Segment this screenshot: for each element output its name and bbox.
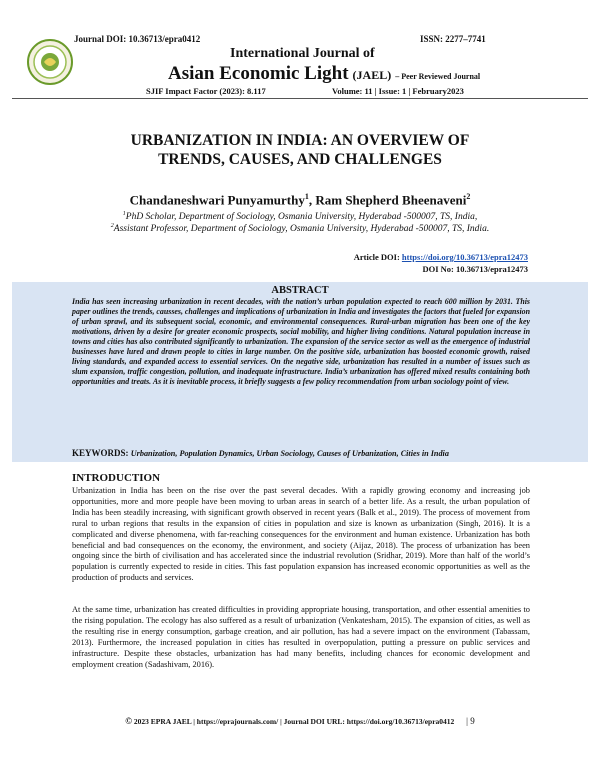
copyright-symbol: © xyxy=(125,716,132,726)
paper-title xyxy=(0,131,600,169)
page-footer xyxy=(0,716,600,726)
intro-paragraph-1: Urbanization in India has been on the rise over the past several decades. With a rapidly growing economy and increasing job opportunities, more and more people have been moving to urban areas in search of a better life. As a result, the urban population of India has been steadily increasing, with significant growth observed in recent years (Balk et al., 2019). The process of movement from rural to urban regions that results in the expansion of cities in population and size is known as urbanization (Singh, 2016). It is a complicated and diverse phenomena, with far-reaching consequences for the environment and human existence. Urbanization has both beneficial and bad consequences on the economy, the environment, and society (Aijaz, 2018). The process of urbanization has been ongoing since the birth of civilisation and has accelerated since the industrial revolution (Sridhar, 2019). More than half of the world’s population is currently expected to reside in cities. This fast population expansion has increased economic opportunities as well as the production of products and services. xyxy=(72,486,530,583)
author-separator: , xyxy=(308,192,316,208)
affiliation-1-text: PhD Scholar, Department of Sociology, Osmania University, Hyderabad -500007, TS, India, xyxy=(125,212,478,223)
journal-logo xyxy=(26,38,74,86)
affiliation-2-sup: 2 xyxy=(110,223,114,229)
affiliation-2 xyxy=(0,223,600,234)
author-1: Chandaneshwari Punyamurthy xyxy=(129,192,305,208)
header-divider xyxy=(12,98,588,99)
footer-text: 2023 EPRA JAEL | https://eprajournals.com/ | Journal DOI URL: https://doi.org/10.36713/epra0412 xyxy=(133,717,455,726)
paper-title-line2: TRENDS, CAUSES, AND CHALLENGES xyxy=(158,151,442,168)
keywords-list: Urbanization, Population Dynamics, Urban Sociology, Causes of Urbanization, Cities in India xyxy=(130,449,449,458)
author-2-sup: 2 xyxy=(466,192,471,201)
affiliation-1-sup: 1 xyxy=(122,211,126,217)
author-2: Ram Shepherd Bheenaveni xyxy=(315,192,467,208)
journal-seal-icon xyxy=(26,38,74,86)
journal-title-line2 xyxy=(168,63,480,85)
impact-factor: SJIF Impact Factor (2023): 8.117 xyxy=(146,86,266,96)
journal-title-line1: International Journal of xyxy=(230,46,375,61)
author-list xyxy=(0,192,600,208)
journal-doi: Journal DOI: 10.36713/epra0412 xyxy=(74,34,201,44)
article-doi xyxy=(354,252,528,262)
paper-title-line1: URBANIZATION IN INDIA: AN OVERVIEW OF xyxy=(130,132,470,149)
volume-issue: Volume: 11 | Issue: 1 | February2023 xyxy=(332,86,464,96)
journal-acronym: (JAEL) xyxy=(352,68,392,82)
keywords-line xyxy=(72,448,542,458)
affiliation-1 xyxy=(0,211,600,222)
keywords-label: KEYWORDS: xyxy=(72,448,131,458)
doi-number: DOI No: 10.36713/epra12473 xyxy=(422,264,528,274)
author-1-sup: 1 xyxy=(304,192,309,201)
intro-heading: INTRODUCTION xyxy=(72,472,161,484)
intro-paragraph-2: At the same time, urbanization has created difficulties in providing appropriate housing, transportation, and other essential amenities to the rising population. The ecology has also suffered as a result of urbanization (Venkatesham, 2015). The expansion of cities, as well as the resulting rise in energy consumption, garbage creation, and air pollution, has had a severe impact on the environment (Tabassam, 2013). Furthermore, the increased population in cities has resulted in overpopulation, putting a pressure on public services and infrastructure. Despite these obstacles, urbanization has had many benefits, including chances for economic development and employment creation (Sadashivam, 2016). xyxy=(72,605,530,669)
affiliation-2-text: Assistant Professor, Department of Sociology, Osmania University, Hyderabad -500007, TS, India. xyxy=(113,224,490,235)
abstract-text: India has seen increasing urbanization in recent decades, with the nation’s urban population expected to reach 600 million by 2031. This paper outlines the trends, causses, challenges and implications of urbanization in India and investigates the factors that fueled for expansion of urban sprawl, and its subsequent social, economic, and environmental consequences. Rural-urban migration has been one of the key motivations, driven by a desire for greater economic prospects, social mobility, and higher living conditions. Natural population increase in towns and cities has also contributed significantly to urbanization. The expansion of the service sector as well as the emergence of industrial businesses have lured and drawn people to cities in large number. On the positive side, urbanization has boosted economic growth, raised living standards, and expanded access to essential services. On the negative side, urbanization has resulted in a number of issues such as slum expansion, traffic congestion, pollution, and inadequate infrastructure. India’s urbanization has offered mixed results containing both opportunities and treats. As it is inevitable process, it briefly suggests a few policy recommendation from urban sociology point of view. xyxy=(72,297,530,386)
journal-issn: ISSN: 2277–7741 xyxy=(420,34,486,44)
article-doi-label: Article DOI: xyxy=(353,252,402,262)
peer-review-label: – Peer Reviewed Journal xyxy=(395,72,481,81)
page-number: | 9 xyxy=(466,716,475,726)
article-doi-link[interactable]: https://doi.org/10.36713/epra12473 xyxy=(401,252,528,262)
abstract-heading: ABSTRACT xyxy=(271,285,329,296)
journal-name: Asian Economic Light xyxy=(168,63,349,84)
